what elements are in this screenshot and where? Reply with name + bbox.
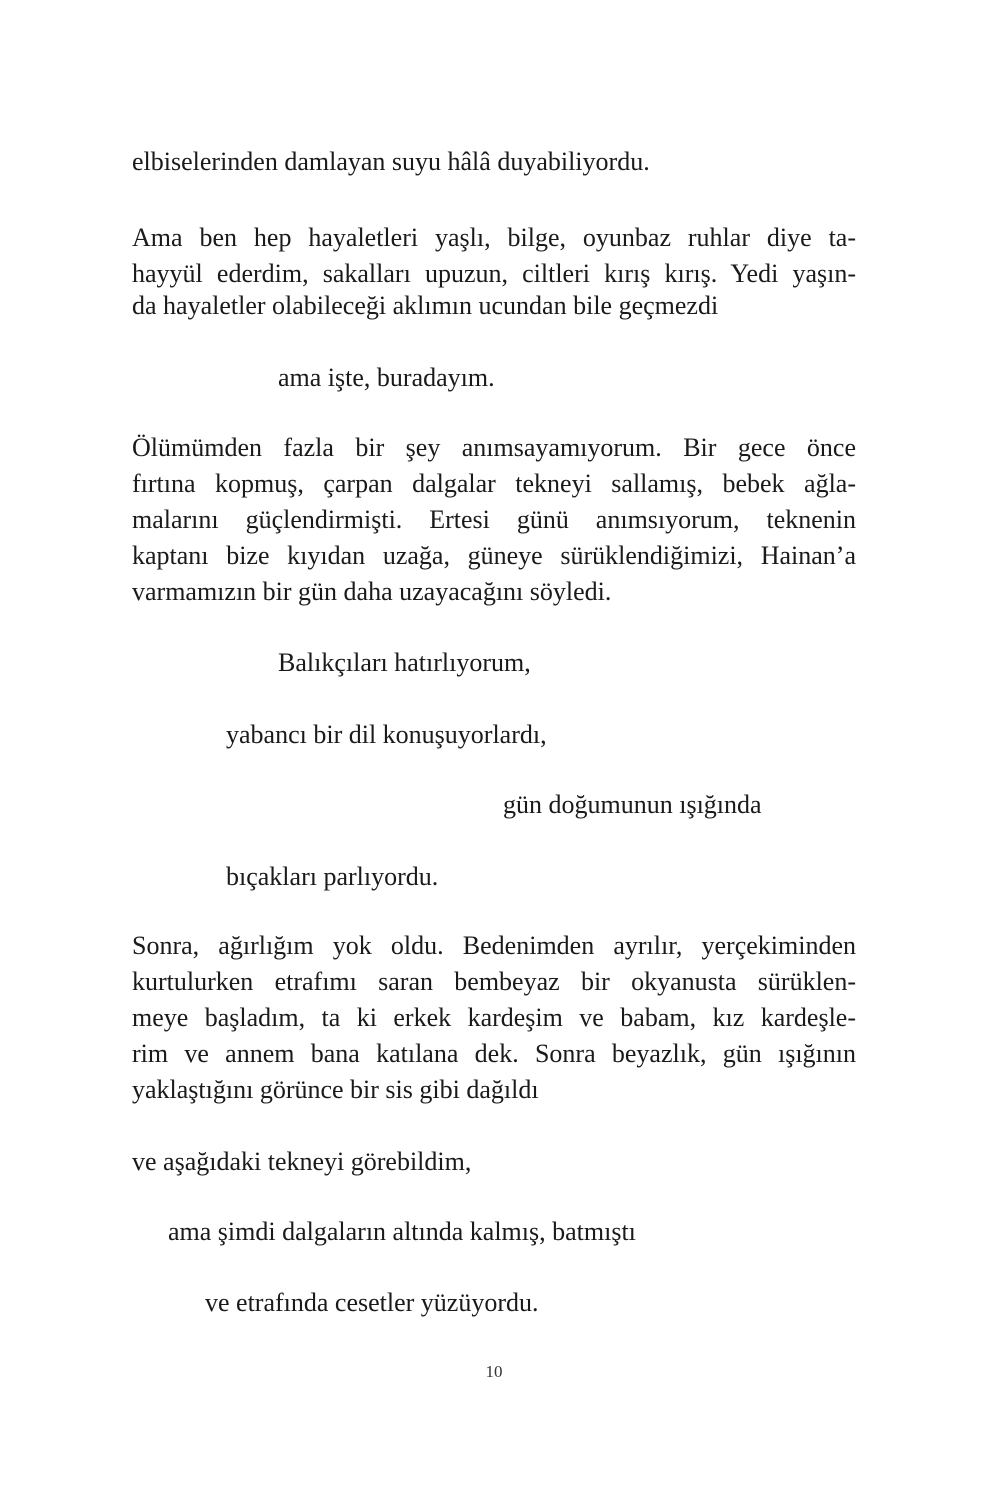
paragraph-line: kurtulurken etrafımı saran bembeyaz bir okyanusta sürüklen- <box>132 967 856 996</box>
verse-line: Balıkçıları hatırlıyorum, <box>278 648 531 677</box>
verse-line: gün doğumunun ışığında <box>503 790 762 819</box>
verse-line: yabancı bir dil konuşuyorlardı, <box>226 720 547 749</box>
paragraph-line: da hayaletler olabileceği aklımın ucundan bile geçmezdi <box>132 291 719 320</box>
paragraph-line: meye başladım, ta ki erkek kardeşim ve babam, kız kardeşle- <box>132 1003 856 1032</box>
text-line: elbiselerinden damlayan suyu hâlâ duyabiliyordu. <box>132 147 650 176</box>
paragraph-line: yaklaştığını görünce bir sis gibi dağıldı <box>132 1075 539 1104</box>
paragraph-line: fırtına kopmuş, çarpan dalgalar tekneyi sallamış, bebek ağla- <box>132 469 856 498</box>
verse-line: ama işte, buradayım. <box>278 363 495 392</box>
verse-line: bıçakları parlıyordu. <box>226 862 439 891</box>
paragraph-line: malarını güçlendirmişti. Ertesi günü anımsıyorum, teknenin <box>132 505 856 534</box>
page-number: 10 <box>485 1362 503 1381</box>
verse-line: ama şimdi dalgaların altında kalmış, batmıştı <box>168 1217 636 1246</box>
paragraph-line: rim ve annem bana katılana dek. Sonra beyazlık, gün ışığının <box>132 1039 856 1068</box>
verse-line: ve aşağıdaki tekneyi görebildim, <box>132 1147 472 1176</box>
paragraph-line: Ama ben hep hayaletleri yaşlı, bilge, oyunbaz ruhlar diye ta- <box>132 223 856 252</box>
verse-line: ve etrafında cesetler yüzüyordu. <box>205 1288 539 1317</box>
paragraph-line: Ölümümden fazla bir şey anımsayamıyorum. Bir gece önce <box>132 433 856 462</box>
paragraph-line: hayyül ederdim, sakalları upuzun, ciltleri kırış kırış. Yedi yaşın- <box>132 259 856 288</box>
paragraph-line: varmamızın bir gün daha uzayacağını söyledi. <box>132 577 612 606</box>
paragraph-line: Sonra, ağırlığım yok oldu. Bedenimden ayrılır, yerçekiminden <box>132 931 856 960</box>
paragraph-line: kaptanı bize kıyıdan uzağa, güneye sürüklendiğimizi, Hainan’a <box>132 541 856 570</box>
